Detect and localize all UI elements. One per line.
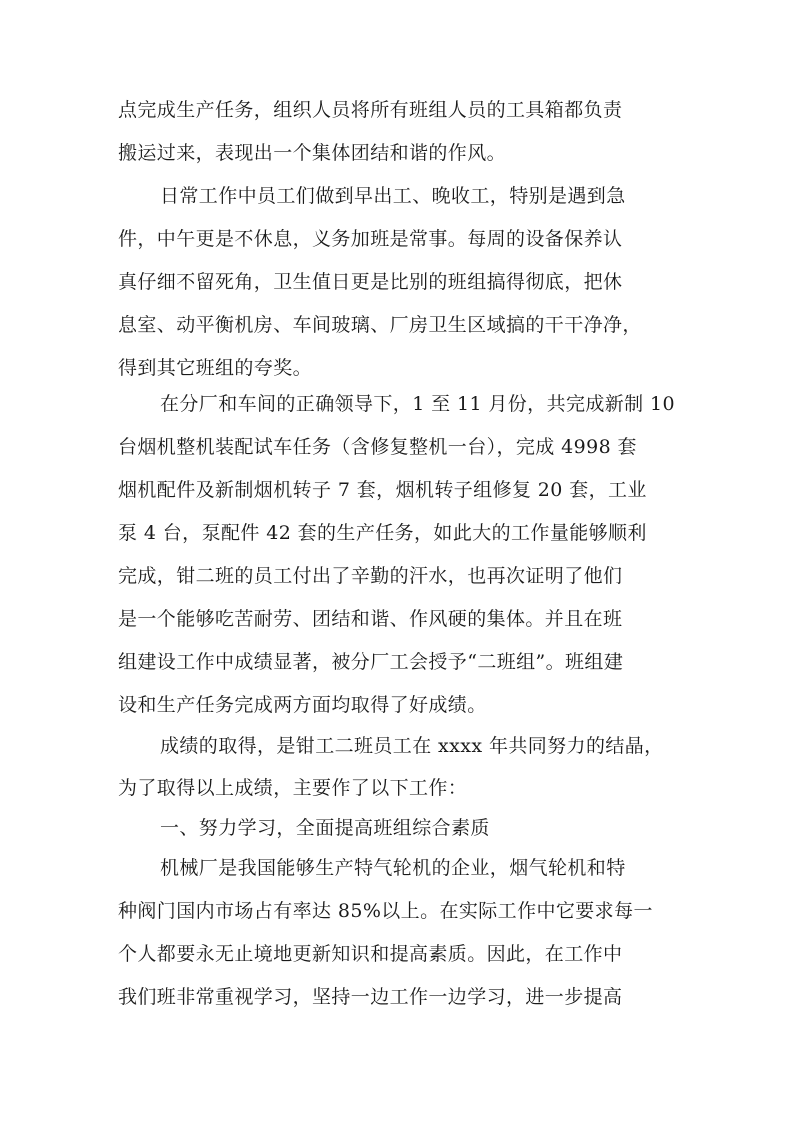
text-line: 台烟机整机装配试车任务（含修复整机一台），完成 4998 套: [118, 436, 637, 458]
text-line: 机械厂是我国能够生产特气轮机的企业，烟气轮机和特: [160, 857, 626, 879]
text-line: 设和生产任务完成两方面均取得了好成绩。: [118, 694, 487, 716]
text-line: 在分厂和车间的正确领导下，1 至 11 月份，共完成新制 10: [160, 393, 676, 415]
text-line: 日常工作中员工们做到早出工、晚收工，特别是遇到急: [160, 185, 626, 207]
text-line: 烟机配件及新制烟机转子 7 套，烟机转子组修复 20 套，工业: [118, 479, 647, 501]
text-line: 件，中午更是不休息，义务加班是常事。每周的设备保养认: [118, 228, 623, 250]
text-line: 搬运过来，表现出一个集体团结和谐的作风。: [118, 142, 507, 164]
text-line: 我们班非常重视学习，坚持一边工作一边学习，进一步提高: [118, 986, 623, 1008]
section-heading: 一、努力学习，全面提高班组综合素质: [160, 817, 490, 839]
text-line: 为了取得以上成绩，主要作了以下工作：: [118, 777, 468, 799]
text-line: 得到其它班组的夸奖。: [118, 357, 313, 379]
text-line: 成绩的取得，是钳工二班员工在 xxxx 年共同努力的结晶，: [160, 735, 664, 757]
text-line: 个人都要永无止境地更新知识和提高素质。因此，在工作中: [118, 943, 623, 965]
text-line: 点完成生产任务，组织人员将所有班组人员的工具箱都负责: [118, 99, 623, 121]
text-line: 息室、动平衡机房、车间玻璃、厂房卫生区域搞的干干净净，: [118, 314, 642, 336]
text-line: 种阀门国内市场占有率达 85%以上。在实际工作中它要求每一: [118, 900, 653, 922]
text-line: 组建设工作中成绩显著，被分厂工会授予“二班组”。班组建: [118, 651, 624, 673]
text-line: 完成，钳二班的员工付出了辛勤的汗水，也再次证明了他们: [118, 565, 623, 587]
text-line: 泵 4 台，泵配件 42 套的生产任务，如此大的工作量能够顺利: [118, 522, 647, 544]
text-line: 是一个能够吃苦耐劳、团结和谐、作风硬的集体。并且在班: [118, 608, 623, 630]
text-line: 真仔细不留死角，卫生值日更是比别的班组搞得彻底，把休: [118, 271, 623, 293]
